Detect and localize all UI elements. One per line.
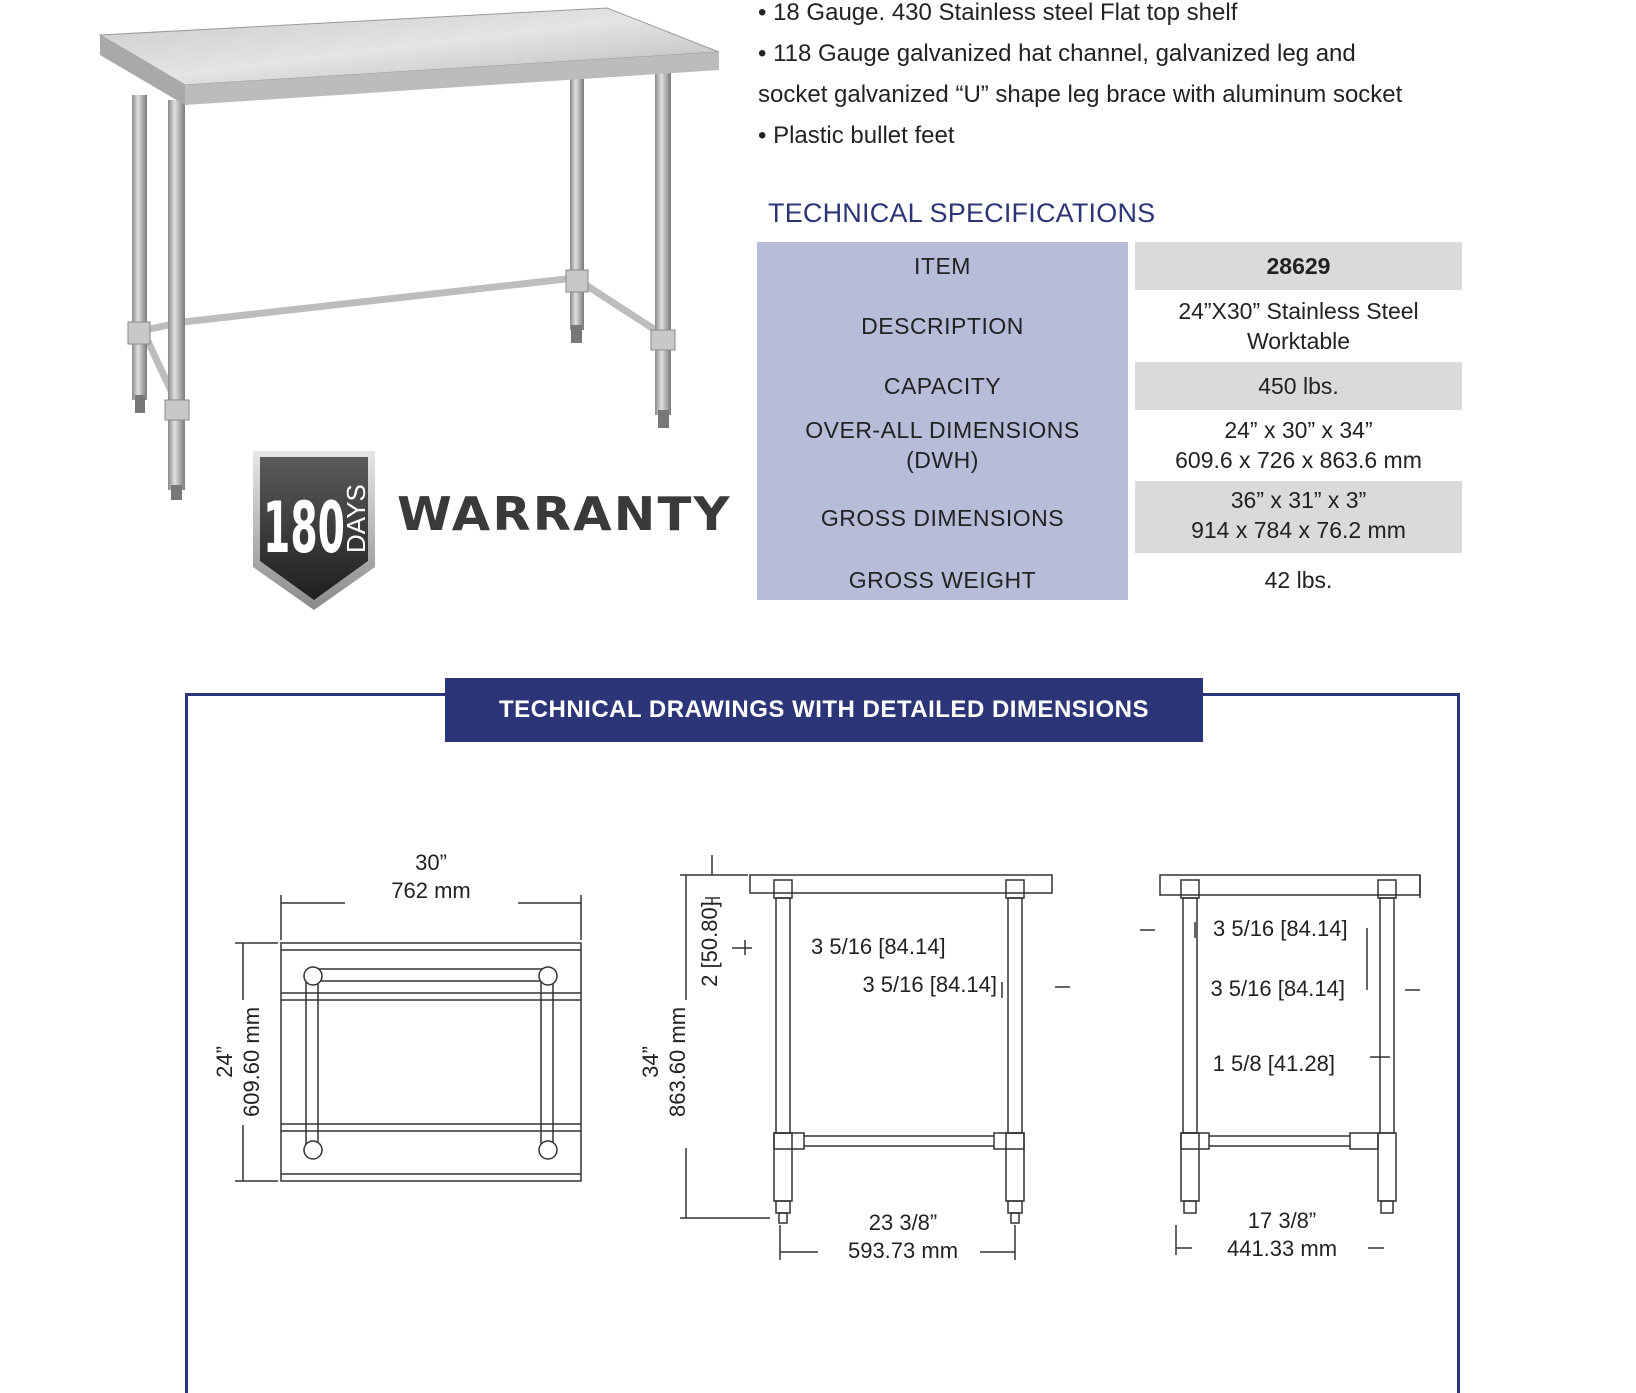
spec-value: 450 lbs.: [1135, 362, 1462, 410]
feature-list: [758, 0, 1478, 156]
spec-row-gross-dimensions: [757, 481, 1462, 553]
drawings-header: TECHNICAL DRAWINGS WITH DETAILED DIMENSIONS: [445, 678, 1203, 742]
top-view-depth-in: 24”: [212, 1046, 237, 1078]
side-view-span-mm: 441.33 mm: [1226, 1236, 1338, 1261]
warranty-number: 180: [263, 487, 345, 569]
warranty-unit: DAYS: [341, 484, 371, 553]
spec-label: CAPACITY: [883, 373, 1002, 399]
spec-row-description: [757, 294, 1462, 359]
top-view-depth-mm: 609.60 mm: [239, 1006, 264, 1118]
top-view-width-in: 30”: [415, 850, 447, 875]
spec-row-capacity: [757, 362, 1462, 410]
drawings-frame: [185, 693, 1460, 1393]
front-view-offset-b: 3 5/16 [84.14]: [862, 972, 997, 997]
spec-value: 36” x 31” x 3” 914 x 784 x 76.2 mm: [1135, 481, 1462, 553]
spec-value: 28629: [1135, 242, 1462, 290]
spec-row-overall-dimensions: [757, 413, 1462, 478]
warranty-badge: [245, 445, 732, 615]
feature-item: • 118 Gauge galvanized hat channel, galvanized leg and: [758, 40, 1356, 67]
spec-value: 42 lbs.: [1264, 567, 1333, 593]
side-view-offset-a: 3 5/16 [84.14]: [1213, 916, 1348, 941]
top-view-width-mm: 762 mm: [391, 878, 471, 903]
side-view-offset-b: 3 5/16 [84.14]: [1210, 976, 1345, 1001]
product-photo: [95, 0, 735, 500]
side-view-span-in: 17 3/8”: [1247, 1208, 1317, 1233]
spec-row-item: [757, 242, 1462, 290]
spec-label: OVER-ALL DIMENSIONS (DWH): [805, 417, 1080, 473]
spec-label: ITEM: [914, 253, 971, 279]
spec-label: DESCRIPTION: [861, 313, 1024, 339]
spec-label: GROSS WEIGHT: [848, 567, 1037, 593]
spec-value: 24”X30” Stainless Steel Worktable: [1178, 298, 1419, 354]
warranty-shield-icon: [245, 445, 385, 615]
front-view-height-in: 34”: [638, 1046, 663, 1078]
spec-value: 24” x 30” x 34” 609.6 x 726 x 863.6 mm: [1175, 417, 1422, 473]
warranty-word: WARRANTY: [397, 487, 732, 541]
front-view-span-mm: 593.73 mm: [847, 1238, 959, 1263]
feature-item: • 18 Gauge. 430 Stainless steel Flat top shelf: [758, 0, 1238, 26]
feature-item: • Plastic bullet feet: [758, 122, 955, 149]
front-view-height-mm: 863.60 mm: [665, 1006, 690, 1118]
front-view-offset-a: 3 5/16 [84.14]: [811, 934, 946, 959]
front-view-span-in: 23 3/8”: [868, 1210, 938, 1235]
feature-item: socket galvanized “U” shape leg brace with aluminum socket: [758, 81, 1403, 108]
front-view-top-gap: 2 [50.80]: [697, 901, 722, 987]
spec-row-gross-weight: [757, 557, 1462, 600]
spec-label: GROSS DIMENSIONS: [820, 505, 1065, 531]
spec-title: TECHNICAL SPECIFICATIONS: [768, 198, 1156, 228]
side-view-offset-c: 1 5/8 [41.28]: [1212, 1051, 1335, 1076]
